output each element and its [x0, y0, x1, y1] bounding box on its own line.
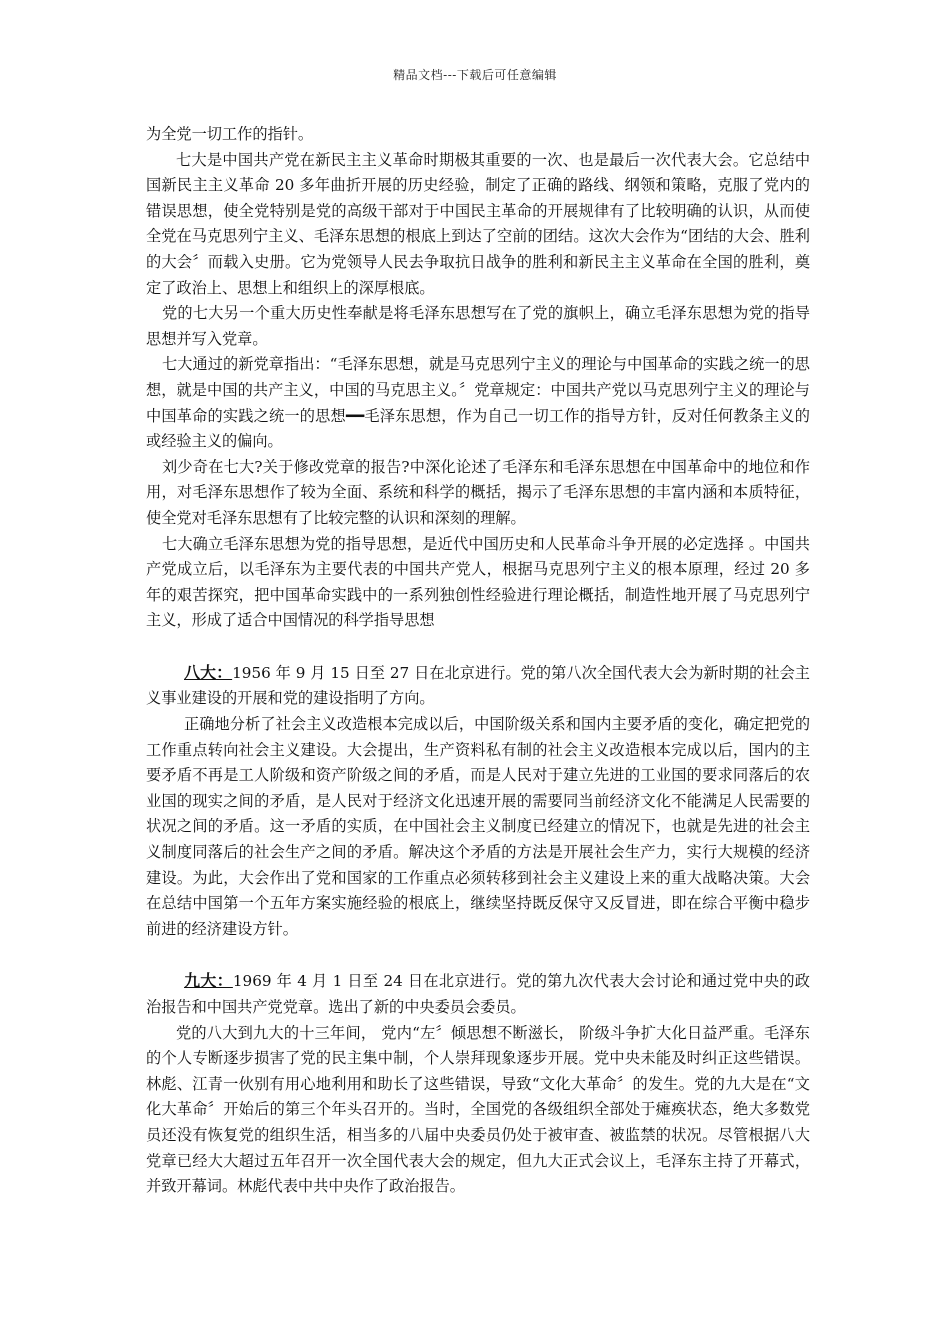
page-header: 精品文档---下载后可任意编辑: [393, 68, 557, 82]
document-body: [146, 122, 810, 1200]
paragraph-eighth-congress-analysis: 正确地分析了社会主义改造根本完成以后，中国阶级关系和国内主要矛盾的变化，确定把党的工作重点转向社会主义建设。大会提出，生产资料私有制的社会主义改造根本完成以后，国内的主要矛盾不再是工人阶级和资产阶级之间的矛盾，而是人民对于建立先进的工业国的要求同落后的农业国的现实之间的矛盾，是人民对于经济文化迅速开展的需要同当前经济文化不能满足人民需要的状况之间的矛盾。这一矛盾的实质，在中国社会主义制度已经建立的情况下，也就是先进的社会主义制度同落后的社会生产之间的矛盾。解决这个矛盾的方法是开展社会生产力，实行大规模的经济建设。为此，大会作出了党和国家的工作重点必须转移到社会主义建设上来的重大战略决策。大会在总结中国第一个五年方案实施经验的根底上，继续坚持既反保守又反冒进，即在综合平衡中稳步前进的经济建设方针。: [146, 715, 810, 938]
section-gap: [146, 942, 810, 968]
paragraph-continuation: 为全党一切工作的指针。: [146, 125, 314, 143]
paragraph-eighth-congress-intro: [146, 660, 810, 712]
heading-eighth-congress: 八大：: [184, 662, 233, 682]
heading-ninth-congress: 九大：: [184, 971, 233, 991]
section-seventh-congress: [146, 122, 810, 634]
paragraph-seventh-congress-significance: 七大是中国共产党在新民主主义革命时期极其重要的一次、也是最后一次代表大会。它总结中国新民主主义革命 20 多年曲折开展的历史经验，制定了正确的路线、纲领和策略，克服了党内的错误思想，使全党特别是党的高级干部对于中国民主革命的开展规律有了比较明确的认识，从而使全党在马克思列宁主义、毛泽东思想的根底上到达了空前的团结。这次大会作为“团结的大会、胜利的大会〞而载入史册。它为党领导人民去争取抗日战争的胜利和新民主主义革命在全国的胜利，奠定了政治上、思想上和组织上的深厚根底。: [146, 150, 810, 297]
paragraph-ninth-congress-intro: [146, 968, 810, 1020]
paragraph-new-party-constitution: 七大通过的新党章指出：“毛泽东思想，就是马克思列宁主义的理论与中国革命的实践之统一的思想，就是中国的共产主义，中国的马克思主义。〞党章规定：中国共产党以马克思列宁主义的理论与中国革命的实践之统一的思想━━毛泽东思想，作为自己一切工作的指导方针，反对任何教条主义的或经验主义的偏向。: [146, 355, 810, 451]
section-gap: [146, 634, 810, 660]
ninth-congress-intro-text: 1969 年 4 月 1 日至 24 日在北京进行。党的第九次代表大会讨论和通过党中央的政治报告和中国共产党党章。选出了新的中央委员会委员。: [146, 972, 810, 1016]
paragraph-ninth-congress-background: 党的八大到九大的十三年间， 党内“左〞倾思想不断滋长， 阶级斗争扩大化日益严重。毛泽东的个人专断逐步损害了党的民主集中制，个人崇拜现象逐步开展。党中央未能及时纠正这些错误。林彪、江青一伙别有用心地利用和助长了这些错误，导致“文化大革命〞的发生。党的九大是在“文化大革命〞开始后的第三个年头召开的。当时，全国党的各级组织全部处于瘫痪状态，绝大多数党员还没有恢复党的组织生活，相当多的八届中央委员仍处于被审查、被监禁的状况。尽管根据八大党章已经大大超过五年召开一次全国代表大会的规定，但九大正式会议上，毛泽东主持了开幕式，并致开幕词。林彪代表中共中央作了政治报告。: [146, 1023, 810, 1196]
eighth-congress-intro-text: 1956 年 9 月 15 日至 27 日在北京进行。党的第八次全国代表大会为新时期的社会主义事业建设的开展和党的建设指明了方向。: [146, 663, 810, 708]
section-eighth-congress: [146, 660, 810, 943]
paragraph-mao-thought-flag: 党的七大另一个重大历史性奉献是将毛泽东思想写在了党的旗帜上，确立毛泽东思想为党的指导思想并写入党章。: [146, 304, 810, 348]
paragraph-guiding-thought-choice: 七大确立毛泽东思想为党的指导思想，是近代中国历史和人民革命斗争开展的必定选择 。中国共产党成立后，以毛泽东为主要代表的中国共产党人，根据马克思列宁主义的根本原理，经过 20 多年的艰苦探究，把中国革命实践中的一系列独创性经验进行理论概括，制造性地开展了马克思列宁主义，形成了适合中国情况的科学指导思想: [146, 534, 810, 630]
paragraph-liu-shaoqi-report: 刘少奇在七大?关于修改党章的报告?中深化论述了毛泽东和毛泽东思想在中国革命中的地位和作用，对毛泽东思想作了较为全面、系统和科学的概括，揭示了毛泽东思想的丰富内涵和本质特征，使全党对毛泽东思想有了比较完整的认识和深刻的理解。: [146, 457, 810, 527]
section-ninth-congress: [146, 968, 810, 1199]
